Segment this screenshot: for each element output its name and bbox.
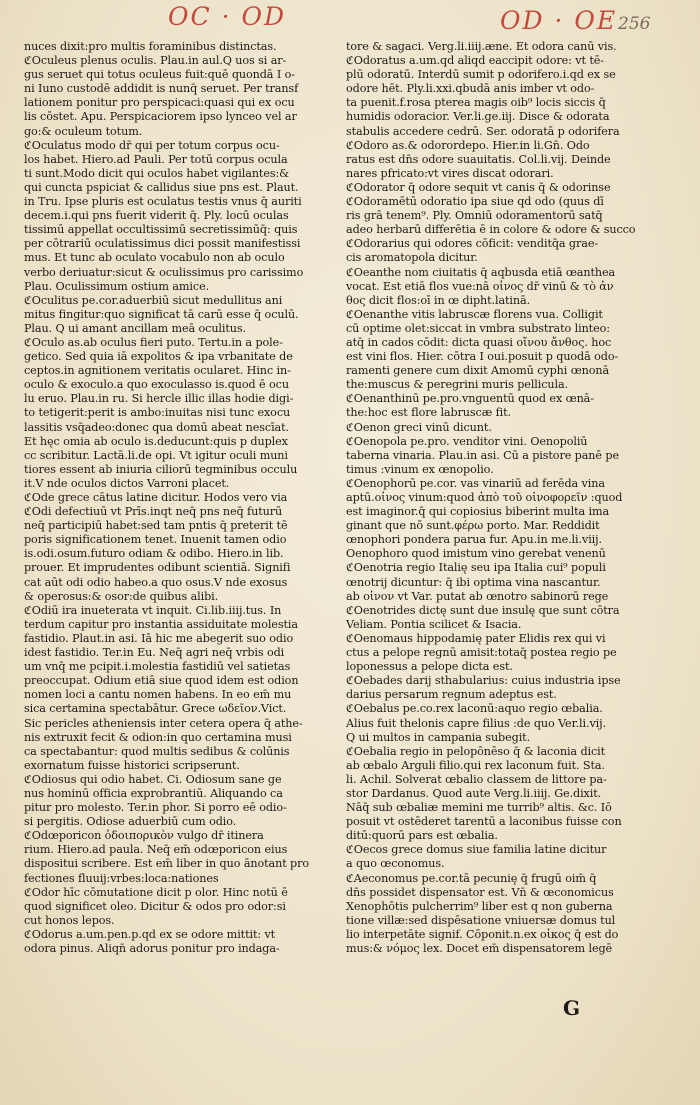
text-line: cat aūt odi odio habeo.a quo osus.V nde exosus [24,575,288,589]
text-line: verbo deriuatur:sicut & oculissimus pro carissimo [24,265,304,279]
text-line: per cōtrariū oculatissimus dici possit manifestissi [24,237,301,251]
text-line: ℭOenotria regio Italię seu ipa Italia cui⁹ populi [346,561,606,575]
text-line: the:muscus & peregrini muris pellicula. [346,378,569,392]
text-line: ℭOdoratus a.um.qd aliqd eaccipit odore: vt tē- [346,54,604,68]
text-line: œnophori pondera parua fur. Apu.in me.li.viij. [346,533,602,547]
text-line: ℭOecos grece domus siue familia latine dicitur [346,843,607,857]
folio-number: 256 [618,14,651,34]
text-line: ratus est dn̄s odore suauitatis. Col.li.vij. Deinde [346,152,611,166]
text-line: quod significet oleo. Dicitur & odos pro odor:si [24,899,286,913]
right-column [346,40,646,956]
left-column [24,40,324,956]
text-line: ℭOdor hīc cōmutatione dicit̄ p olor. Hinc notū ē [24,885,288,899]
text-line: nomen loci a cantu nomen habens. In eo em̄ mu [24,688,292,702]
text-line: timus :vinum ex œnopolio. [346,462,494,476]
text-line: ℭOebalia regio in pelopōnēso q̄ & laconia dicit̄ [346,744,606,758]
text-line: ctus a pelope regnū amisit:totaq̄ postea regio pe [346,646,617,660]
text-line: mus:& νόμος lex. Docet em̄ dispensatorem legē [346,942,613,955]
text-line: ℭOenomaus hippodamię pater Elidis rex qui vi [346,631,606,645]
text-line: ℭAeconomus pe.cor.tā pecunię q̄ frugū oim̄ q̄ [346,871,597,885]
text-line: lio interpetāte signif. Cōponit.n.ex οἶκος q̄ est do [346,927,619,941]
text-line: dn̄s possidet dispensator est. Vn̄ & œconomicus [346,885,614,899]
text-line: ℭOdiosus qui odio habet. Ci. Odiosum sane ge [24,772,282,786]
text-line: ca spectabantur: quod multis sedibus & colūnis [24,744,290,758]
text-line: loponessus a pelope dicta est. [346,660,513,674]
text-line: um vnq̄ me pcipit.i.molestia fastidiū vel satietas [24,660,291,674]
text-line: ℭOculo as.ab oculus fieri puto. Tertu.in a pole- [24,335,283,349]
text-line: taberna vinaria. Plau.in asi. Cū a pistore panē pe [346,448,619,462]
text-line: ℭOdorator q̄ odore sequit̄ vt canis q̄ & odorinse [346,180,611,194]
text-line: ℭOebalus pe.co.rex laconū:aquo regio œbalia. [346,702,603,716]
text-line: ℭOculatus modo dr̄ qui per totum corpus ocu- [24,138,280,152]
text-line: ℭOdorus a.um.pen.p.qd ex se odore mittit: vt [24,927,276,941]
text-line: est vini flos. Hier. cōtra I oui.posuit p quodā odo- [346,350,619,364]
text-line: cū optime olet:siccat̄ in vmbra substrato linteo: [346,321,610,335]
text-line: lationem ponitur pro perspicaci:quasi qui ex ocu [24,96,295,110]
text-line: humidis odoracior. Ver.li.ge.iij. Disce & odorata [346,110,610,124]
text-line: stabulis accedere cedrū. Ser. odoratā p odorifera [346,124,620,138]
text-line: nis extruxit fecit & odion:in quo certamina musi [24,730,292,744]
text-line: Q ui multos in campania subegit. [346,730,531,744]
text-line: dispositui scribere. Est em̄ liber in quo ānotant̄ pro [24,857,309,871]
text-line: ℭOenanthinū pe.pro.vnguentū quod ex œnā- [346,392,594,406]
text-line: tissimū appellat occultissimū secretissimūq̄: quis [24,223,298,237]
text-line: ramenti genere cum dixit Amomū cyphi œnonā [346,364,610,378]
text-line: it.V nde oculos dictos Varroni placet. [24,476,230,490]
text-line: ℭOenopola pe.pro. venditor vini. Oenopoliū [346,434,588,448]
text-line: in Tru. Ipse pluris est oculatus testis vnus q̄ auriti [24,195,302,209]
text-line: ni Iuno custodē addidit is nunq̄ seruet. Per transf [24,82,299,96]
text-line: Oenophoro quod imistum vino gerebat venenū [346,547,606,561]
text-line: odora pinus. Aliqn̄ adorus ponitur pro indaga- [24,942,280,955]
text-line: ℭOdiū ira inueterata vt inquit. Ci.lib.iiij.tus. In [24,603,282,617]
text-line: mus. Et tunc ab oculato vocabulo non ab oculo [24,251,285,265]
text-line: ginant̄ que nō sunt.φέρω porto. Mar. Reddidit [346,519,600,533]
text-line: atq̄ in cados cōdit̄: dicta quasi οἴνου ἄνθος. hoc [346,335,612,349]
text-line: Et hęc omia ab oculo is.deducunt̄:quis p duplex [24,434,288,448]
left-running-head: OC · OD [168,2,287,31]
text-line: stor Dardanus. Quod aute Verg.li.iiij. Ge.dixit. [346,786,602,800]
text-line: nus hominū officia exprobrantiū. Aliquando ca [24,786,283,800]
text-line: ℭOebades darij sthabularius: cuius industria ipse [346,674,621,688]
right-running-head: OD · OE [500,6,618,35]
text-line: ℭOdoramētū odoratio ipa siue qd odo (quus dī [346,195,604,209]
text-line: lu eruo. Plau.in ru. Si hercle illic illas hodie digi- [24,392,294,406]
text-line: ta puenit.f.rosa pterea magis oib⁹ locis siccis q̄ [346,96,606,110]
text-line: rium. Hiero.ad paula. Neq̄ em̄ odœporicon eius [24,843,288,857]
text-line: vocat̄. Est etiā flos vue:nā οἶνος dr̄ vinū & τὸ ἀν [346,279,614,293]
text-line: si pergitis. Odiose aduerbiū cum odio. [24,815,237,829]
text-line: ℭOenotrides dictę sunt due insulę que sunt cōtra [346,603,620,617]
text-line: li. Achil. Solverat œbalio classem de littore pa- [346,772,607,786]
text-line: neq̄ participiū habet:sed tam pntis q̄ preterit tē [24,519,288,533]
text-line: mitus fingitur:quo significat̄ tā carū esse q̄ oculū. [24,307,299,321]
text-line: œnotrij dicuntur: q̄ ibi optima vina nascantur. [346,575,601,589]
text-line: ℭOdorarius qui odores cōficit: venditq̄a grae- [346,237,599,251]
text-line: getico. Sed quia iā expolitos & ipa vrbanitate de [24,350,293,364]
text-line: ditū:quorū pars est œbalia. [346,829,498,843]
text-line: θος dicit̄ flos:oī in œ dipht.latinā. [346,293,531,307]
text-line: pitur pro molesto. Ter.in phor. Si porro eē odio- [24,801,287,815]
text-line: go:& oculeum totum. [24,124,143,138]
text-line: ab οἰνον vt Var. putat ab œnotro sabinorū rege [346,589,609,603]
text-line: ti sunt.Modo dicit̄ qui oculos habet vigilantes:& [24,166,290,180]
text-line: cis aromatopola dicitur. [346,251,478,265]
text-line: is.odi.osum.futuro odiam & odibo. Hiero.in lib. [24,547,284,561]
text-line: Plau. Oculissimum ostium amice. [24,279,210,293]
text-line: ab œbalo Arguli filio.qui rex laconum fuit. Sta. [346,758,605,772]
text-line: prouer. Et imprudentes odibunt scientiā. Signifi [24,561,291,575]
text-line: fectiones fluuij:vrbes:loca:nationes [24,871,219,885]
text-line: tione villæ:sed dispēsatione vniuersæ domus tul [346,913,616,927]
text-line: & operosus:& osor:de quibus alibi. [24,589,219,603]
text-line: plū odoratū. Interdū sumit̄ p odorifero.i.qd ex se [346,68,616,82]
text-line: est imaginor.q̄ qui copiosius biberint multa ima [346,505,610,519]
text-line: Plau. Q ui amant ancillam meā oculitus. [24,321,246,335]
text-line: ℭOeanthe nom ciuitatis q̄ aqbusda etiā œanthea [346,265,616,279]
text-line: sica certamina spectabātur. Grece ωδεῖον.Vict. [24,702,287,716]
text-line: Xenophōtis pulcherrim⁹ liber est q non guberna [346,899,613,913]
text-line: ceptos.in agnitionem veritatis ocularet. Hinc in- [24,364,291,378]
text-line: ℭOculeus plenus oculis. Plau.in aul.Q uos si ar- [24,54,287,68]
text-line: odore hēt. Ply.li.xxi.qbudā anis imber vt odo- [346,82,595,96]
text-line: a quo œconomus. [346,857,445,871]
text-line: lassitis vsq̄adeo:donec qua domū abeat nescīat. [24,420,289,434]
text-line: Alius fuit thelonis capre filius :de quo Ver.li.vij. [346,716,606,730]
text-line: nares pfricato:vt vires discat odorari. [346,166,554,180]
text-line: cut honos lepos. [24,913,115,927]
signature-mark: G [563,996,581,1020]
text-line: lis cōstet. Apu. Perspicaciorem ipso lynceo vel ar [24,110,297,124]
text-line: ℭOdoro as.& odorordepo. Hier.in li.Gn̄. Odo [346,138,590,152]
text-line: decem.i.qui pns fuerit viderit q̄. Ply. locū oculas [24,209,289,223]
text-line: ℭOenanthe vitis labruscæ florens vua. Colligit̄ [346,307,603,321]
text-line: oculo & exoculo.a quo exoculasso is.quod ē ocu [24,378,289,392]
text-line: tore & sagaci. Verg.li.iiij.æne. Et odora canū vis. [346,40,617,53]
text-line: the:hoc est flore labruscæ fit. [346,406,511,420]
text-line: adeo herbarū differētia ē in colore & odore & succo [346,223,636,237]
text-line: exornatum fuisse historici scripserunt. [24,758,240,772]
text-line: ℭOculitus pe.cor.aduerbiū sicut medullitus ani [24,293,283,307]
text-line: Veliam. Pontia scilicet & Isacia. [346,617,522,631]
text-line: tiores essent ab iniuria ciliorū tegminibus occulu [24,462,298,476]
text-line: ℭOdœporicon ὁδοιπορικὸν vulgo dr̄ itinera [24,829,264,843]
text-line: los habet. Hiero.ad Pauli. Per totū corpus ocula [24,152,288,166]
text-line: nuces dixit:pro multis foraminibus distinctas. [24,40,277,53]
text-line: aptū.οἶνος vinum:quod ἀπὸ τοῦ οἰνοφορεῖν :quod [346,491,623,504]
text-line: poris significationem tenet. Inuenit tamen odio [24,533,287,547]
text-line: idest fastidio. Ter.in Eu. Neq̄ agri neq̄ vrbis odi [24,646,285,660]
text-line: fastidio. Plaut.in asi. Iā hic me abegerit suo odio [24,631,294,645]
text-line: preoccupat. Odium etiā siue quod idem est odion [24,674,299,688]
text-line: ris grā tenem⁹. Ply. Omniū odoramentorū satq̄ [346,209,603,223]
text-line: to tetigerit:perit is ambo:inuitas nisi tunc exocu [24,406,291,420]
text-line: Sic pericles atheniensis inter cetera opera q̄ athe- [24,716,303,730]
text-line: gus seruet qui totus oculeus fuit:quē quondā I o- [24,68,295,82]
text-line: posuit vt ostēderet tarentū a laconibus fuisse con [346,815,622,829]
text-line: ℭOdi defectiuū vt Prīs.inqt neq̄ pns neq̄ futurū [24,505,283,519]
text-line: cc scribitur. Lactā.li.de opi. Vt igitur oculi muni [24,448,288,462]
text-line: ℭOde grece cātus latine dicitur. Hodos vero via [24,491,288,504]
text-line: darius persarum regnum adeptus est. [346,688,557,702]
text-line: qui cuncta pspiciat & callidus siue pns est. Plaut. [24,180,299,194]
text-line: terdum capitur pro instantia assiduitate molestia [24,617,298,631]
text-line: ℭOenophorū pe.cor. vas vinariū ad ferēda vina [346,476,605,490]
text-line: ℭOenon greci vinū dicunt. [346,420,492,434]
text-line: Nāq̄ sub œbaliæ memini me turrib⁹ altis. &c. Iō [346,801,612,815]
